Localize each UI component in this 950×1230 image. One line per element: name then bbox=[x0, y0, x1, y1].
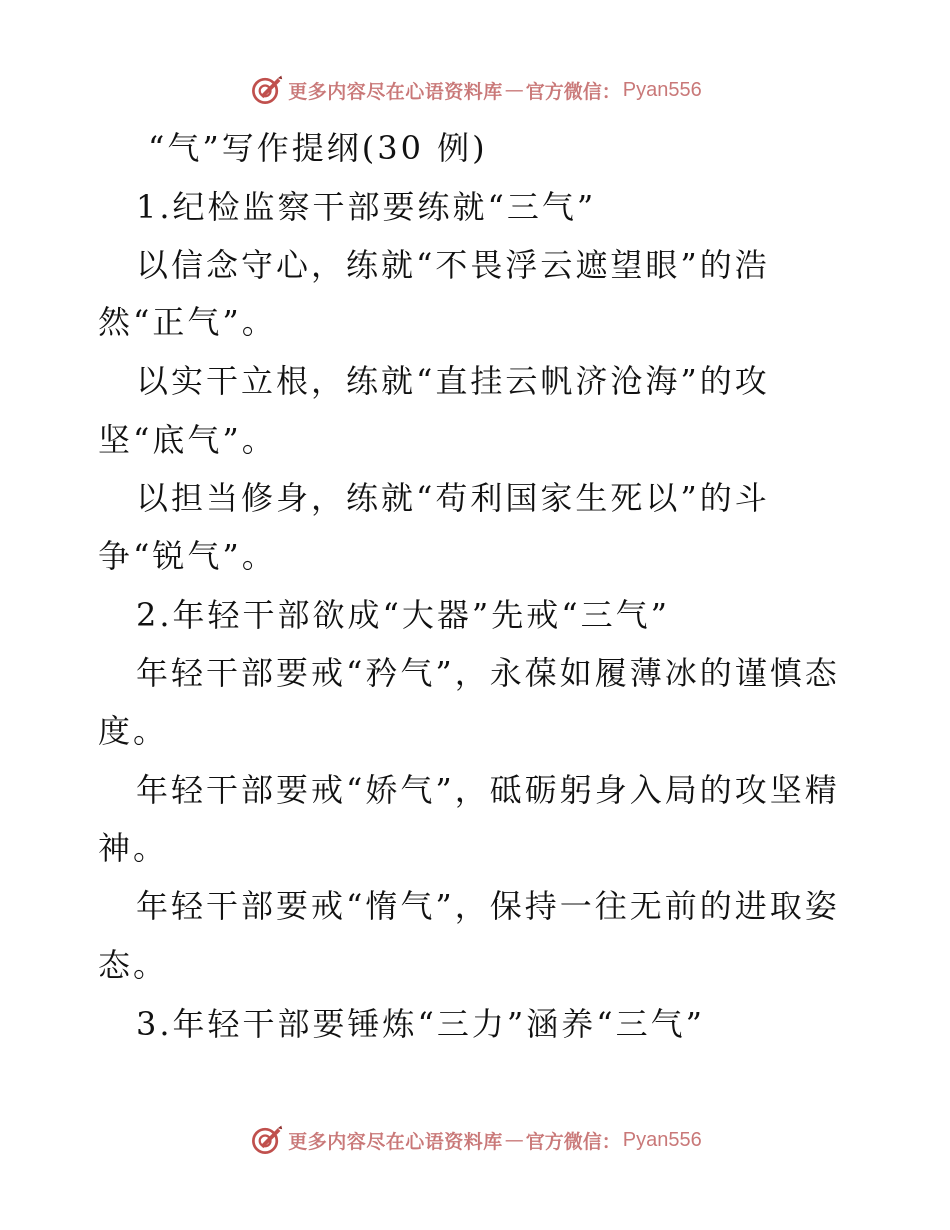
brand-logo-icon bbox=[248, 1122, 284, 1158]
banner-separator: — bbox=[504, 1129, 524, 1151]
paragraph-line: 神。 bbox=[98, 829, 169, 867]
paragraph-line: 年轻干部要戒“娇气”，砥砺躬身入局的攻坚精 bbox=[136, 771, 840, 809]
banner-wechat-id: Pyan556 bbox=[622, 78, 702, 101]
banner-separator: — bbox=[504, 79, 524, 101]
paragraph-line: 然“正气”。 bbox=[98, 303, 277, 341]
paragraph-line: 争“锐气”。 bbox=[98, 537, 277, 575]
header-watermark-banner bbox=[0, 68, 950, 112]
paragraph-line: 年轻干部要戒“矜气”，永葆如履薄冰的谨慎态 bbox=[136, 654, 840, 692]
paragraph-line: 态。 bbox=[98, 946, 169, 984]
banner-site-name: 更多内容尽在心语资料库 bbox=[288, 1130, 503, 1153]
section-heading: 2.年轻干部欲成“大器”先戒“三气” bbox=[136, 596, 670, 634]
section-heading: 1.纪检监察干部要练就“三气” bbox=[136, 188, 597, 226]
paragraph-line: 度。 bbox=[98, 712, 169, 750]
footer-watermark-banner bbox=[0, 1118, 950, 1162]
paragraph-line: 以信念守心，练就“不畏浮云遮望眼”的浩 bbox=[136, 246, 770, 284]
banner-site-name: 更多内容尽在心语资料库 bbox=[288, 80, 503, 103]
section-heading: 3.年轻干部要锤炼“三力”涵养“三气” bbox=[136, 1005, 705, 1043]
banner-wechat-id: Pyan556 bbox=[622, 1128, 702, 1151]
brand-logo-icon bbox=[248, 72, 284, 108]
banner-wechat-label: 官方微信： bbox=[525, 1130, 621, 1153]
document-title: “气”写作提纲(30 例) bbox=[148, 129, 488, 167]
banner-wechat-label: 官方微信： bbox=[525, 80, 621, 103]
paragraph-line: 年轻干部要戒“惰气”，保持一往无前的进取姿 bbox=[136, 887, 840, 925]
paragraph-line: 以担当修身，练就“苟利国家生死以”的斗 bbox=[136, 479, 770, 517]
paragraph-line: 坚“底气”。 bbox=[98, 421, 277, 459]
paragraph-line: 以实干立根，练就“直挂云帆济沧海”的攻 bbox=[136, 362, 770, 400]
